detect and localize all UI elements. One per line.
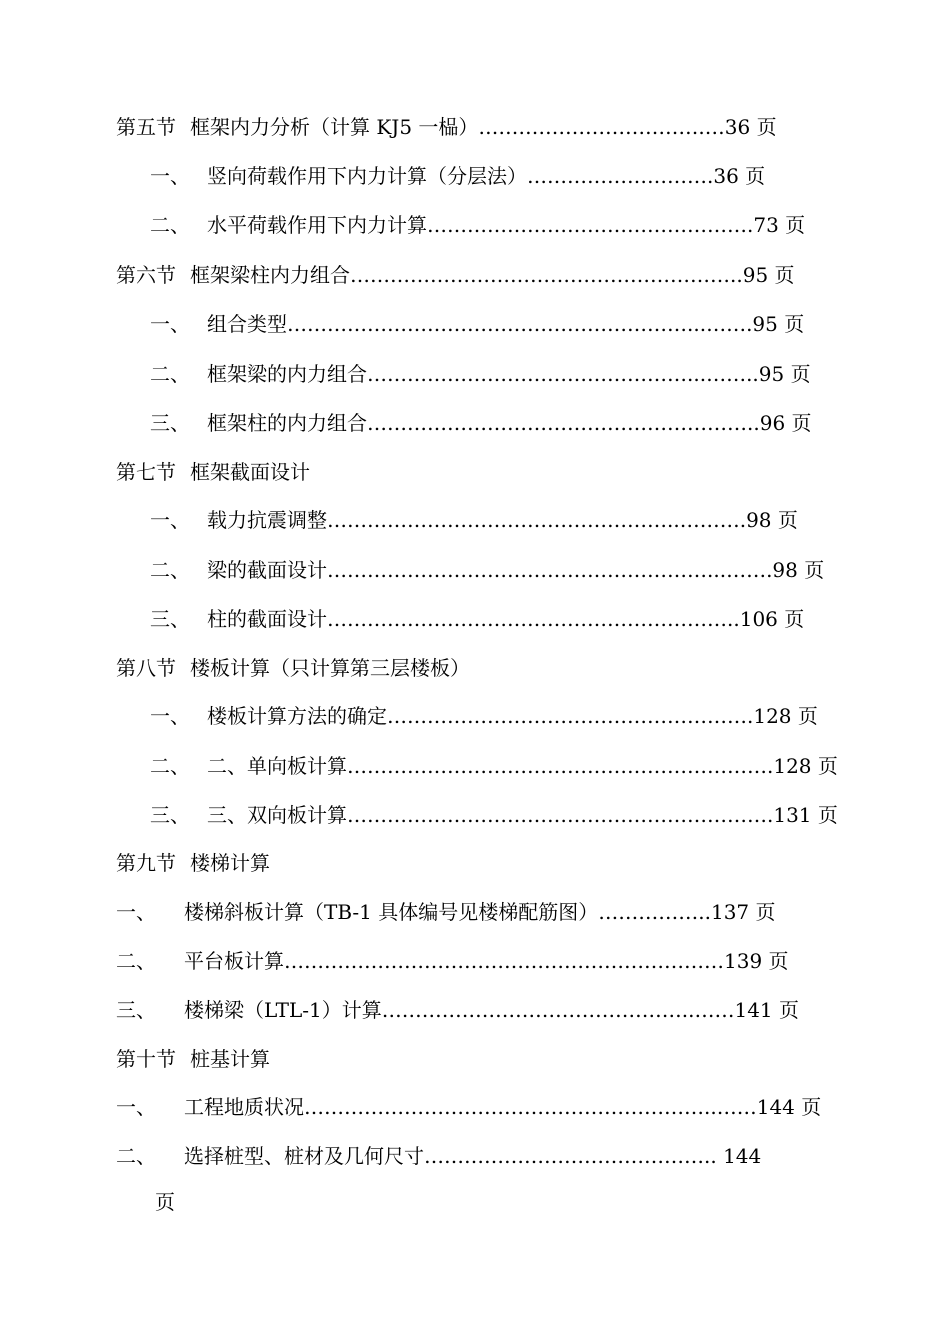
entry-number: 二、: [150, 558, 190, 582]
toc-leader: ……………………………………………..……….98 页: [327, 508, 798, 532]
toc-entry[interactable]: [116, 1093, 821, 1121]
section-title: 框架截面设计: [190, 460, 310, 484]
toc-section-9[interactable]: [116, 849, 270, 877]
toc-leader: ……………………………………………………….128 页: [347, 754, 838, 778]
toc-leader: ……………………………………………….128 页: [387, 704, 818, 728]
entry-title: 楼梯斜板计算（TB-1 具体编号见楼梯配筋图）: [184, 900, 599, 924]
toc-entry[interactable]: [116, 898, 776, 926]
toc-entry[interactable]: [116, 947, 789, 975]
entry-title: 框架梁的内力组合: [207, 362, 367, 386]
entry-number: 一、: [116, 900, 156, 924]
entry-title: 框架柱的内力组合: [207, 411, 367, 435]
toc-leader: ……………………………………………………….131 页: [347, 803, 838, 827]
toc-entry[interactable]: [150, 162, 765, 190]
section-label: 第十节: [116, 1047, 176, 1071]
toc-entry[interactable]: [150, 752, 838, 780]
toc-leader: …………………………………………...……..95 页: [367, 362, 811, 386]
entry-number: 二、: [116, 1144, 156, 1168]
toc-leader: ……………………………………………………..106 页: [327, 607, 805, 631]
page-unit-overflow: 页: [155, 1190, 175, 1214]
toc-entry[interactable]: [150, 506, 798, 534]
toc-entry[interactable]: [150, 211, 805, 239]
toc-leader: ……………..137 页: [598, 900, 776, 924]
section-title: 楼板计算（只计算第三层楼板）: [190, 656, 470, 680]
entry-number: 一、: [150, 312, 190, 336]
toc-section-7[interactable]: [116, 458, 310, 486]
entry-number: 一、: [150, 508, 190, 532]
toc-leader: ………………………………………..……141 页: [381, 998, 800, 1022]
toc-entry[interactable]: [116, 1142, 761, 1170]
entry-number: 三、: [150, 411, 190, 435]
entry-title: 楼板计算方法的确定: [207, 704, 387, 728]
section-title: 桩基计算: [190, 1047, 270, 1071]
entry-title: 水平荷载作用下内力计算: [207, 213, 427, 237]
entry-number: 三、: [150, 607, 190, 631]
entry-number: 一、: [150, 164, 190, 188]
toc-leader: ……………………………………………………..……144 页: [304, 1095, 822, 1119]
entry-title: 竖向荷载作用下内力计算（分层法）: [207, 164, 527, 188]
entry-number: 二、: [150, 754, 190, 778]
section-title: 楼梯计算: [190, 851, 270, 875]
toc-entry[interactable]: [116, 996, 799, 1024]
toc-entry[interactable]: [150, 801, 838, 829]
section-label: 第九节: [116, 851, 176, 875]
entry-title: 三、双向板计算: [207, 803, 347, 827]
entry-number: 二、: [150, 213, 190, 237]
toc-leader: ……………………………………………………...…….95 页: [287, 312, 805, 336]
entry-number: 二、: [116, 949, 156, 973]
entry-title: 工程地质状况: [184, 1095, 304, 1119]
toc-leader: ………………………………………….73 页: [427, 213, 806, 237]
toc-entry[interactable]: [150, 702, 818, 730]
toc-leader: …………………………………………………..96 页: [367, 411, 812, 435]
entry-number: 三、: [150, 803, 190, 827]
section-label: 第八节: [116, 656, 176, 680]
entry-title: 柱的截面设计: [207, 607, 327, 631]
entry-title: 载力抗震调整: [207, 508, 327, 532]
entry-number: 三、: [116, 998, 156, 1022]
toc-leader: …………………………………………………..95 页: [350, 263, 795, 287]
toc-entry[interactable]: [150, 556, 824, 584]
section-title: 框架梁柱内力组合: [190, 263, 350, 287]
toc-leader: …………………………………….. 144: [424, 1144, 762, 1168]
entry-title: 二、单向板计算: [207, 754, 347, 778]
toc-leader: …………………………….…36 页: [478, 115, 777, 139]
entry-number: 一、: [116, 1095, 156, 1119]
toc-entry[interactable]: [150, 409, 812, 437]
toc-leader: …………………………………………………………139 页: [284, 949, 789, 973]
toc-section-10[interactable]: [116, 1045, 270, 1073]
entry-title: 平台板计算: [184, 949, 284, 973]
entry-title: 梁的截面设计: [207, 558, 327, 582]
entry-title: 选择桩型、桩材及几何尺寸: [184, 1144, 424, 1168]
toc-entry[interactable]: [150, 605, 804, 633]
toc-section-8[interactable]: [116, 654, 470, 682]
section-label: 第六节: [116, 263, 176, 287]
section-title: 框架内力分析（计算 KJ5 一榀）: [190, 115, 479, 139]
entry-number: 一、: [150, 704, 190, 728]
toc-entry[interactable]: [150, 310, 804, 338]
toc-leader: ……………………….36 页: [527, 164, 766, 188]
toc-section-5[interactable]: [116, 113, 777, 141]
section-label: 第七节: [116, 460, 176, 484]
toc-leader: …………………………………………………...…….98 页: [327, 558, 825, 582]
toc-section-6[interactable]: [116, 261, 795, 289]
toc-entry[interactable]: [150, 360, 811, 388]
entry-number: 二、: [150, 362, 190, 386]
entry-title: 楼梯梁（LTL-1）计算: [184, 998, 382, 1022]
entry-title: 组合类型: [207, 312, 287, 336]
section-label: 第五节: [116, 115, 176, 139]
